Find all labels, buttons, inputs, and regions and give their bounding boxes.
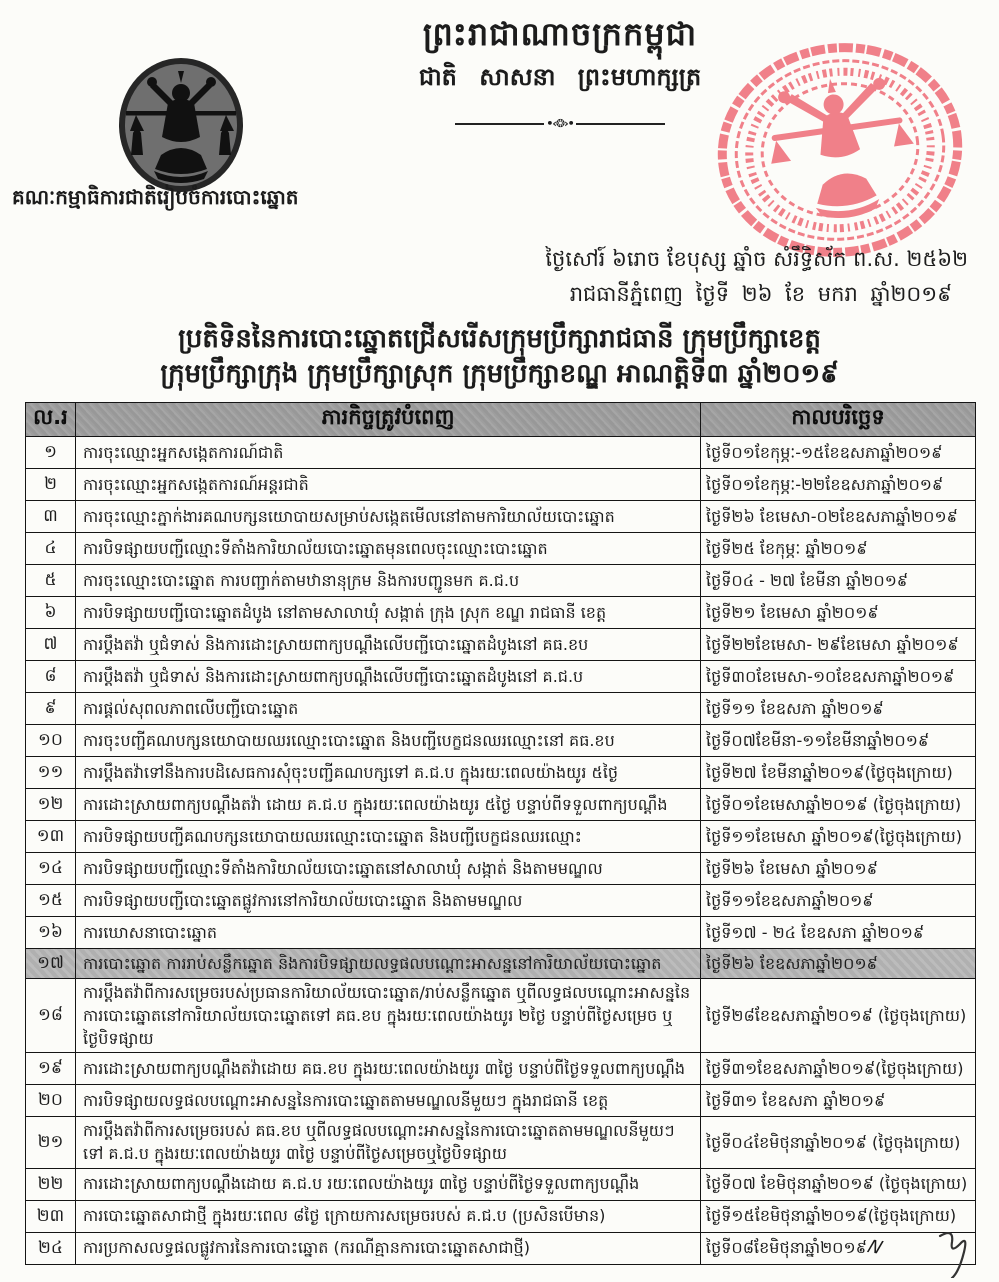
row-number-cell: ២៣ [26,1200,76,1232]
date-cell: ថ្ងៃទី១១ខែមេសា ឆ្នាំ២០១៩(ថ្ងៃចុងក្រោយ) [701,821,976,853]
task-cell: ការបិទផ្សាយលទ្ធផលបណ្តោះអាសន្ននៃការបោះឆ្នោតតាមមណ្ឌលនីមួយៗ ក្នុងរាជធានី ខេត្ត [76,1085,701,1117]
date-cell: ថ្ងៃទី១៥ខែមិថុនាឆ្នាំ២០១៩(ថ្ងៃចុងក្រោយ) [701,1200,976,1232]
row-number-cell: ២២ [26,1168,76,1200]
row-number-cell: ១៣ [26,821,76,853]
table-row [26,1117,976,1168]
task-cell: ការចុះបញ្ជីគណបក្សនយោបាយឈរឈ្មោះបោះឆ្នោត និងបញ្ជីបេក្ខជនឈរឈ្មោះនៅ គធ.ខប [76,725,701,757]
date-cell: ថ្ងៃទី០៧ខែមីនា-១១ខែមីនាឆ្នាំ២០១៩ [701,725,976,757]
table-row [26,597,976,629]
table-row [26,725,976,757]
row-number-cell: ៥ [26,565,76,597]
row-number-cell: ៨ [26,661,76,693]
table-row [26,885,976,917]
nec-emblem-icon [116,55,246,195]
row-number-cell: ១៧ [26,949,76,979]
task-cell: ការឃោសនាបោះឆ្នោត [76,917,701,949]
national-motto: ជាតិ សាសនា ព្រះមហាក្សត្រ [418,62,702,91]
table-row [26,1053,976,1085]
row-number-cell: ២០ [26,1085,76,1117]
date-cell: ថ្ងៃទី២១ ខែមេសា ឆ្នាំ២០១៩ [701,597,976,629]
header-no: ល.រ [26,403,76,437]
task-cell: ការបិទផ្សាយបញ្ជីគណបក្សនយោបាយឈរឈ្មោះបោះឆ្នោត និងបញ្ជីបេក្ខជនឈរឈ្មោះ [76,821,701,853]
date-cell: ថ្ងៃទី២៦ ខែមេសា ឆ្នាំ២០១៩ [701,853,976,885]
task-cell: ការចុះឈ្មោះបោះឆ្នោត ការបញ្ជាក់តាមឋានានុក្រម និងការបញ្ជូនមក គ.ជ.ប [76,565,701,597]
date-cell: ថ្ងៃទី០៤ខែមិថុនាឆ្នាំ២០១៩ (ថ្ងៃចុងក្រោយ) [701,1117,976,1168]
lunar-date-line: ថ្ងៃសៅរ៍ ៦រោច ខែបុស្ស ឆ្នាំច សំរឹទ្ធិស័ក ព.ស. ២៥៦២ [545,247,968,271]
table-row [26,917,976,949]
table-row [26,1232,976,1264]
task-cell: ការដោះស្រាយពាក្យបណ្តឹងដោយ គ.ជ.ប រយៈពេលយ៉ាងយូរ ៣ថ្ងៃ បន្ទាប់ពីថ្ងៃទទួលពាក្យបណ្តឹង [76,1168,701,1200]
date-cell: ថ្ងៃទី២២ខែមេសា- ២៩ខែមេសា ឆ្នាំ២០១៩ [701,629,976,661]
handwritten-n-mark: N [864,1236,886,1259]
document-title-line-1: ប្រតិទិននៃការបោះឆ្នោតជ្រើសរើសក្រុមប្រឹក្សារាជធានី ក្រុមប្រឹក្សាខេត្ត [178,324,821,354]
date-cell: ថ្ងៃទី៣១ ខែឧសភា ឆ្នាំ២០១៩ [701,1085,976,1117]
row-number-cell: ២១ [26,1117,76,1168]
task-cell: ការប្តឹងតវ៉ាទៅនឹងការបដិសេធការសុំចុះបញ្ជីគណបក្សទៅ គ.ជ.ប ក្នុងរយៈពេលយ៉ាងយូរ ៥ថ្ងៃ [76,757,701,789]
task-cell: ការផ្តល់សុពលភាពលើបញ្ជីបោះឆ្នោត [76,693,701,725]
table-row [26,1200,976,1232]
signature-mark [930,1218,990,1278]
table-row [26,1168,976,1200]
task-cell: ការដោះស្រាយពាក្យបណ្តឹងតវ៉ាដោយ គធ.ខប ក្នុងរយៈពេលយ៉ាងយូរ ៣ថ្ងៃ បន្ទាប់ពីថ្ងៃទទួលពាក្យបណ្តឹង [76,1053,701,1085]
row-number-cell: ៧ [26,629,76,661]
task-cell: ការបោះឆ្នោត ការរាប់សន្លឹកឆ្នោត និងការបិទផ្សាយលទ្ធផលបណ្តោះអាសន្ននៅការិយាល័យបោះឆ្នោត [76,949,701,979]
table-row [26,821,976,853]
date-cell: ថ្ងៃទី០១ខែមេសាឆ្នាំ២០១៩ (ថ្ងៃចុងក្រោយ) [701,789,976,821]
row-number-cell: ១៤ [26,853,76,885]
gregorian-date-line: រាជធានីភ្នំពេញ ថ្ងៃទី ២៦ ខែ មករា ឆ្នាំ២០១៩ [569,282,952,306]
divider-ornament [455,118,665,130]
date-cell: ថ្ងៃទី២៥ ខែកុម្ភៈ ឆ្នាំ២០១៩ [701,533,976,565]
task-cell: ការចុះឈ្មោះភ្នាក់ងារគណបក្សនយោបាយសម្រាប់សង្កេតមើលនៅតាមការិយាល័យបោះឆ្នោត [76,501,701,533]
row-number-cell: ២ [26,469,76,501]
election-calendar-table [25,402,976,1265]
committee-name: គណៈកម្មាធិការជាតិរៀបចំការបោះឆ្នោត [12,185,299,209]
row-number-cell: ១៦ [26,917,76,949]
row-number-cell: ៩ [26,693,76,725]
task-cell: ការដោះស្រាយពាក្យបណ្តឹងតវ៉ា ដោយ គ.ជ.ប ក្នុងរយៈពេលយ៉ាងយូរ ៥ថ្ងៃ បន្ទាប់ពីទទួលពាក្យបណ្តឹង [76,789,701,821]
row-number-cell: ១៥ [26,885,76,917]
divider-center-glyph: •‹❂›• [546,117,574,130]
date-cell: ថ្ងៃទី៣០ខែមេសា-១០ខែឧសភាឆ្នាំ២០១៩ [701,661,976,693]
table-row [26,629,976,661]
row-number-cell: ១៩ [26,1053,76,1085]
task-cell: ការចុះឈ្មោះអ្នកសង្កេតការណ៍ជាតិ [76,437,701,469]
row-number-cell: ៤ [26,533,76,565]
task-cell: ការចុះឈ្មោះអ្នកសង្កេតការណ៍អន្តរជាតិ [76,469,701,501]
header-task: ភារកិច្ចត្រូវបំពេញ [76,403,701,437]
row-number-cell: ១១ [26,757,76,789]
task-cell: ការប្តឹងតវ៉ាពីការសម្រេចរបស់ គធ.ខប ឬពីលទ្ធផលបណ្តោះអាសន្ននៃការបោះឆ្នោតតាមមណ្ឌលនីមួយៗ ទៅ គ.ជ.ប ក្នុងរយៈពេលយ៉ាងយូរ ៣ថ្ងៃ បន្ទាប់ពីថ្ងៃសម្រេចឬថ្ងៃបិទផ្សាយ [76,1117,701,1168]
date-cell: ថ្ងៃទី០៤ - ២៧ ខែមីនា ឆ្នាំ២០១៩ [701,565,976,597]
document-title-line-2: ក្រុមប្រឹក្សាក្រុង ក្រុមប្រឹក្សាស្រុក ក្រុមប្រឹក្សាខណ្ឌ អាណត្តិទី៣ ឆ្នាំ២០១៩ [160,359,839,389]
task-cell: ការបិទផ្សាយបញ្ជីឈ្មោះទីតាំងការិយាល័យបោះឆ្នោតនៅសាលាឃុំ សង្កាត់ និងតាមមណ្ឌល [76,853,701,885]
task-cell: ការបិទផ្សាយបញ្ជីបោះឆ្នោតផ្លូវការនៅការិយាល័យបោះឆ្នោត និងតាមមណ្ឌល [76,885,701,917]
table-header-row [26,403,976,437]
table-row [26,661,976,693]
table-row [26,949,976,979]
row-number-cell: ១៨ [26,978,76,1053]
task-cell: ការប្តឹងតវ៉ាពីការសម្រេចរបស់ប្រធានការិយាល័យបោះឆ្នោត/រាប់សន្លឹកឆ្នោត ឬពីលទ្ធផលបណ្តោះអាសន្ននៃការបោះឆ្នោតនៅការិយាល័យបោះឆ្នោតទៅ គធ.ខប ក្នុងរយៈពេលយ៉ាងយូរ ២ថ្ងៃ បន្ទាប់ពីថ្ងៃសម្រេច ឬថ្ងៃបិទផ្សាយ [76,978,701,1053]
table-row [26,565,976,597]
date-cell: ថ្ងៃទី២៦ ខែមេសា-០២ខែឧសភាឆ្នាំ២០១៩ [701,501,976,533]
row-number-cell: ៣ [26,501,76,533]
date-cell: ថ្ងៃទី១១ ខែឧសភា ឆ្នាំ២០១៩ [701,693,976,725]
row-number-cell: ៦ [26,597,76,629]
date-cell: ថ្ងៃទី១៧ - ២៤ ខែឧសភា ឆ្នាំ២០១៩ [701,917,976,949]
table-row [26,437,976,469]
date-cell: ថ្ងៃទី០១ខែកុម្ភៈ-២២ខែឧសភាឆ្នាំ២០១៩ [701,469,976,501]
date-cell: ថ្ងៃទី០៧ ខែមិថុនាឆ្នាំ២០១៩ (ថ្ងៃចុងក្រោយ) [701,1168,976,1200]
table-row [26,789,976,821]
task-cell: ការប្តឹងតវ៉ា ឬជំទាស់ និងការដោះស្រាយពាក្យបណ្តឹងលើបញ្ជីបោះឆ្នោតដំបូងនៅ គ.ជ.ប [76,661,701,693]
nec-emblem-logo [116,55,246,195]
table-row [26,1085,976,1117]
kingdom-title: ព្រះរាជាណាចក្រកម្ពុជា [422,15,698,53]
table-row [26,853,976,885]
table-row [26,469,976,501]
official-red-seal-stamp [698,25,982,275]
task-cell: ការបិទផ្សាយបញ្ជីបោះឆ្នោតដំបូង នៅតាមសាលាឃុំ សង្កាត់ ក្រុង ស្រុក ខណ្ឌ រាជធានី ខេត្ត [76,597,701,629]
date-cell: ថ្ងៃទី១១ខែឧសភាឆ្នាំ២០១៩ [701,885,976,917]
table-row [26,693,976,725]
date-cell: ថ្ងៃទី៣១ខែឧសភាឆ្នាំ២០១៩(ថ្ងៃចុងក្រោយ) [701,1053,976,1085]
table-row [26,533,976,565]
task-cell: ការប្តឹងតវ៉ា ឬជំទាស់ និងការដោះស្រាយពាក្យបណ្តឹងលើបញ្ជីបោះឆ្នោតដំបូងនៅ គធ.ខប [76,629,701,661]
date-cell: ថ្ងៃទី២៧ ខែមីនាឆ្នាំ២០១៩(ថ្ងៃចុងក្រោយ) [701,757,976,789]
task-cell: ការបោះឆ្នោតសាជាថ្មី ក្នុងរយៈពេល ៨ថ្ងៃ ក្រោយការសម្រេចរបស់ គ.ជ.ប (ប្រសិនបើមាន) [76,1200,701,1232]
row-number-cell: ១០ [26,725,76,757]
row-number-cell: ២៤ [26,1232,76,1264]
date-cell: ថ្ងៃទី០៨ខែមិថុនាឆ្នាំ២០១៩N [701,1232,976,1264]
date-cell: ថ្ងៃទី២៦ ខែឧសភាឆ្នាំ២០១៩ [701,949,976,979]
row-number-cell: ១ [26,437,76,469]
date-cell: ថ្ងៃទី០១ខែកុម្ភៈ-១៥ខែឧសភាឆ្នាំ២០១៩ [701,437,976,469]
date-cell: ថ្ងៃទី២៨ខែឧសភាឆ្នាំ២០១៩ (ថ្ងៃចុងក្រោយ) [701,978,976,1053]
red-seal-icon [698,25,982,275]
table-row [26,757,976,789]
table-row [26,501,976,533]
task-cell: ការបិទផ្សាយបញ្ជីឈ្មោះទីតាំងការិយាល័យបោះឆ្នោតមុនពេលចុះឈ្មោះបោះឆ្នោត [76,533,701,565]
task-cell: ការប្រកាសលទ្ធផលផ្លូវការនៃការបោះឆ្នោត (ករណីគ្មានការបោះឆ្នោតសាជាថ្មី) [76,1232,701,1264]
table-row [26,978,976,1053]
header-date: កាលបរិច្ឆេទ [701,403,976,437]
row-number-cell: ១២ [26,789,76,821]
